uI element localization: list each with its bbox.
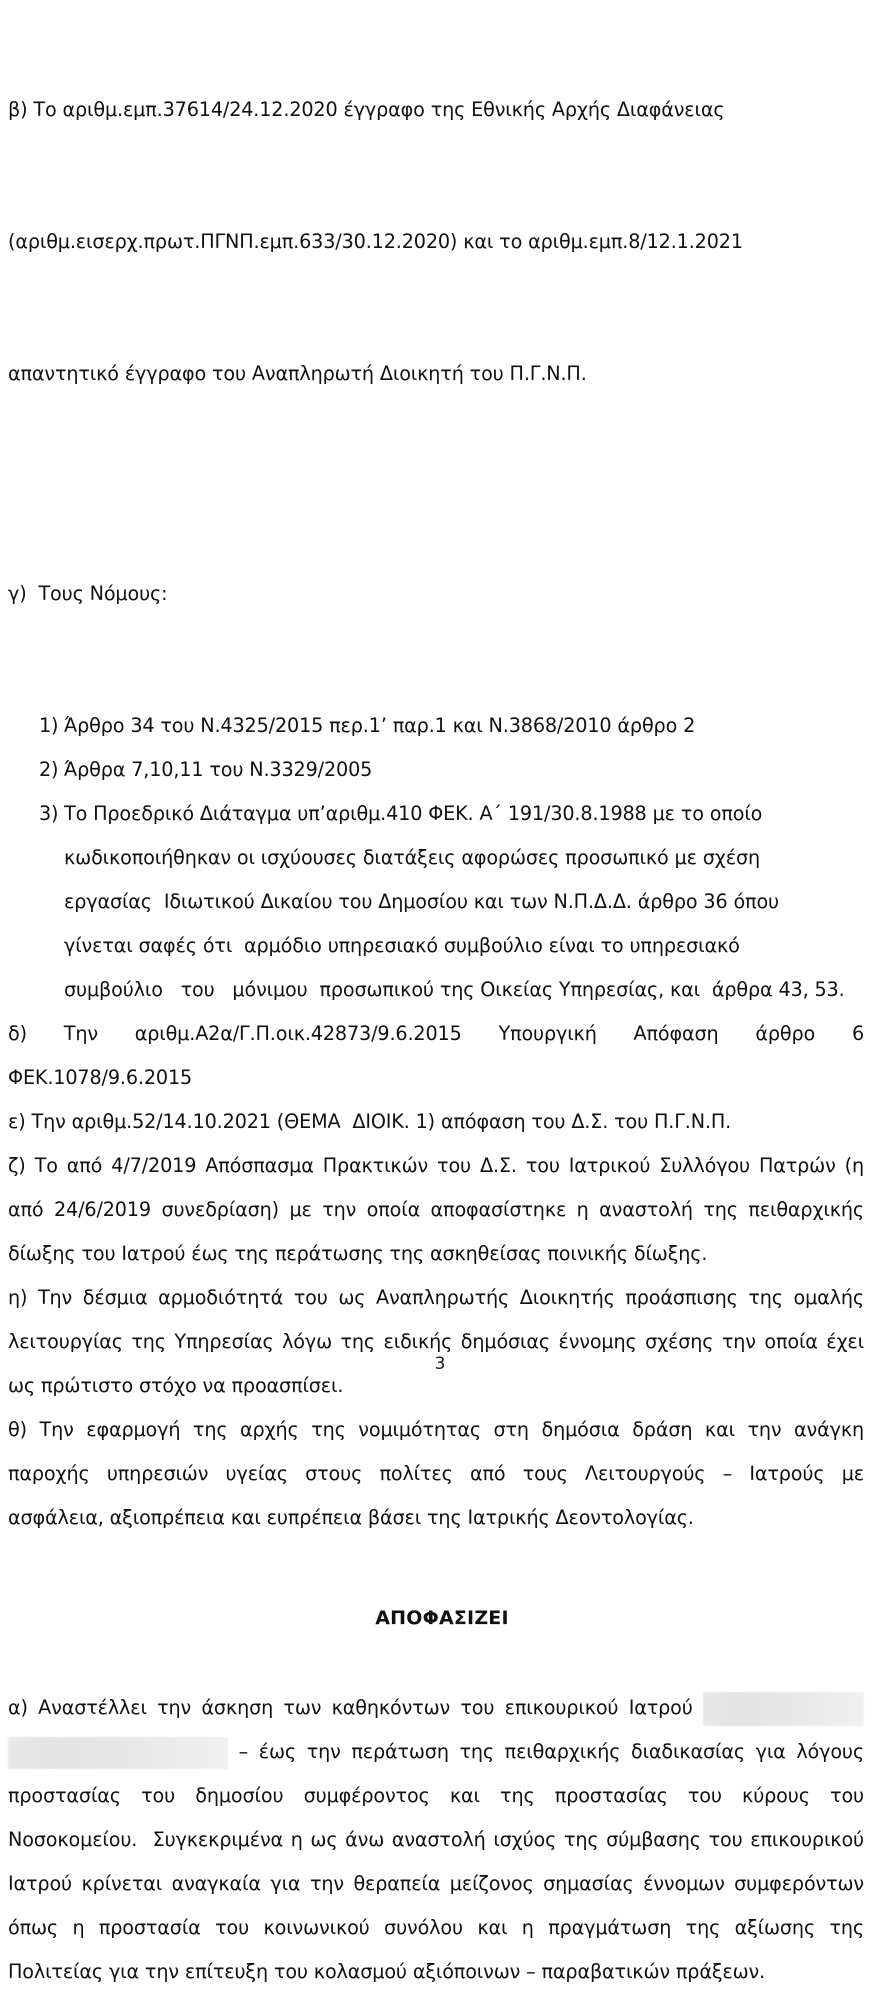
- preamble-item-d: [8, 1012, 864, 1100]
- spacer-after-heading: [8, 1640, 864, 1686]
- law-item-2-marker: 2): [39, 758, 59, 781]
- preamble-item-z-line-2: από 24/6/2019 συνεδρίαση) με την οποία αποφασίστηκε η αναστολή της πειθαρχικής: [8, 1198, 864, 1221]
- preamble-item-e-line-1: ε) Την αριθμ.52/14.10.2021 (ΘΕΜΑ ΔΙΟΙΚ. 1) απόφαση του Δ.Σ. του Π.Γ.Ν.Π.: [8, 1110, 732, 1133]
- law-item-2-text: Άρθρα 7,10,11 του Ν.3329/2005: [64, 758, 373, 781]
- decision-item-a-line-7: Πολιτείας για την επίτευξη του κολασμού αξιόποινων – παραβατικών πράξεων.: [8, 1960, 766, 1983]
- preamble-item-e: [8, 1100, 864, 1144]
- law-item-3-cont-2: εργασίας Ιδιωτικού Δικαίου του Δημοσίου και των Ν.Π.Δ.Δ. άρθρο 36 όπου: [64, 890, 779, 913]
- decision-item-a-line-6: όπως η προστασία του κοινωνικού συνόλου και η πραγμάτωση της αξίωσης της: [8, 1916, 864, 1939]
- preamble-item-c-label: [8, 572, 864, 616]
- preamble-item-theta: [8, 1408, 864, 1540]
- preamble-item-d-line-1: δ) Την αριθμ.Α2α/Γ.Π.οικ.42873/9.6.2015 Υπουργική Απόφαση άρθρο 6: [8, 1022, 864, 1045]
- preamble-item-theta-line-3: ασφάλεια, αξιοπρέπεια και ευπρέπεια βάσει της Ιατρικής Δεοντολογίας.: [8, 1506, 694, 1529]
- spacer-before-heading: [8, 1540, 864, 1596]
- decision-item-a-line-1-text: α) Αναστέλλει την άσκηση των καθηκόντων του επικουρικού Ιατρού: [8, 1696, 703, 1719]
- preamble-item-c-marker: γ): [8, 582, 27, 605]
- decision-item-a: [8, 1686, 864, 1994]
- law-item-3-cont-4: συμβούλιο του μόνιμου προσωπικού της Οικείας Υπηρεσίας, και άρθρα 43, 53.: [64, 978, 845, 1001]
- law-item-2: [8, 748, 864, 792]
- law-item-3-cont-3: γίνεται σαφές ότι αρμόδιο υπηρεσιακό συμβούλιο είναι το υπηρεσιακό: [64, 934, 740, 957]
- decision-item-a-line-4: Νοσοκομείου. Συγκεκριμένα η ως άνω αναστολή ισχύος της σύμβασης του επικουρικού: [8, 1828, 864, 1851]
- preamble-item-b: [8, 0, 864, 484]
- decision-heading: ΑΠΟΦΑΣΙΖΕΙ: [375, 1607, 509, 1629]
- preamble-item-b-line-2: (αριθμ.εισερχ.πρωτ.ΠΓΝΠ.εμπ.633/30.12.2020) και το αριθμ.εμπ.8/12.1.2021: [8, 230, 743, 253]
- preamble-item-c: [8, 484, 864, 704]
- preamble-item-z-line-1: ζ) Το από 4/7/2019 Απόσπασμα Πρακτικών του Δ.Σ. του Ιατρικού Συλλόγου Πατρών (η: [8, 1154, 864, 1177]
- law-item-3: [8, 792, 864, 1012]
- law-item-3-marker: 3): [39, 802, 59, 825]
- redaction-box-2: [8, 1737, 228, 1769]
- preamble-item-z-line-3: δίωξης του Ιατρού έως της περάτωσης της ασκηθείσας ποινικής δίωξης.: [8, 1242, 708, 1265]
- decision-item-a-line-3: προστασίας του δημοσίου συμφέροντος και της προστασίας του κύρους του: [8, 1784, 864, 1807]
- preamble-item-d-line-2: ΦΕΚ.1078/9.6.2015: [8, 1066, 193, 1089]
- preamble-item-z: [8, 1144, 864, 1276]
- decision-item-a-line-2-text: – έως την περάτωση της πειθαρχικής διαδικασίας για λόγους: [238, 1740, 864, 1763]
- preamble-item-h-line-2: λειτουργίας της Υπηρεσίας λόγω της ειδικής δημόσιας έννομης σχέσης την οποία έχει: [8, 1330, 864, 1353]
- law-item-1: [8, 704, 864, 748]
- decision-item-a-line-1: [8, 1686, 864, 1730]
- preamble-item-theta-line-1: θ) Την εφαρμογή της αρχής της νομιμότητας στη δημόσια δράση και την ανάγκη: [8, 1418, 864, 1441]
- preamble-item-theta-line-2: παροχής υπηρεσιών υγείας στους πολίτες από τους Λειτουργούς – Ιατρούς με: [8, 1462, 864, 1485]
- preamble-item-h-line-1: η) Την δέσμια αρμοδιότητά του ως Αναπληρωτής Διοικητής προάσπισης της ομαλής: [8, 1286, 864, 1309]
- law-item-3-cont-1: κωδικοποιήθηκαν οι ισχύουσες διατάξεις αφορώσες προσωπικό με σχέση: [64, 846, 760, 869]
- decision-item-a-line-5: Ιατρού κρίνεται αναγκαία για την θεραπεία μείζονος σημασίας έννομων συμφερόντων: [8, 1872, 864, 1895]
- law-item-3-text: Το Προεδρικό Διάταγμα υπ’αριθμ.410 ΦΕΚ. Α΄ 191/30.8.1988 με το οποίο: [64, 802, 763, 825]
- law-item-1-text: Άρθρο 34 του Ν.4325/2015 περ.1’ παρ.1 και Ν.3868/2010 άρθρο 2: [64, 714, 696, 737]
- redaction-box-1: [703, 1692, 864, 1726]
- preamble-item-h-line-3: ως πρώτιστο στόχο να προασπίσει.: [8, 1374, 344, 1397]
- law-item-1-marker: 1): [39, 714, 59, 737]
- preamble-item-h: [8, 1276, 864, 1408]
- laws-numbered-list: [8, 704, 864, 1012]
- preamble-item-b-line-3: απαντητικό έγγραφο του Αναπληρωτή Διοικητή του Π.Γ.Ν.Π.: [8, 362, 587, 385]
- preamble-item-b-line-1: β) Το αριθμ.εμπ.37614/24.12.2020 έγγραφο της Εθνικής Αρχής Διαφάνειας: [8, 98, 725, 121]
- preamble-item-c-text: Τους Νόμους:: [38, 582, 168, 605]
- page-number: 3: [434, 1354, 446, 1374]
- decision-item-a-line-2: [8, 1730, 864, 1774]
